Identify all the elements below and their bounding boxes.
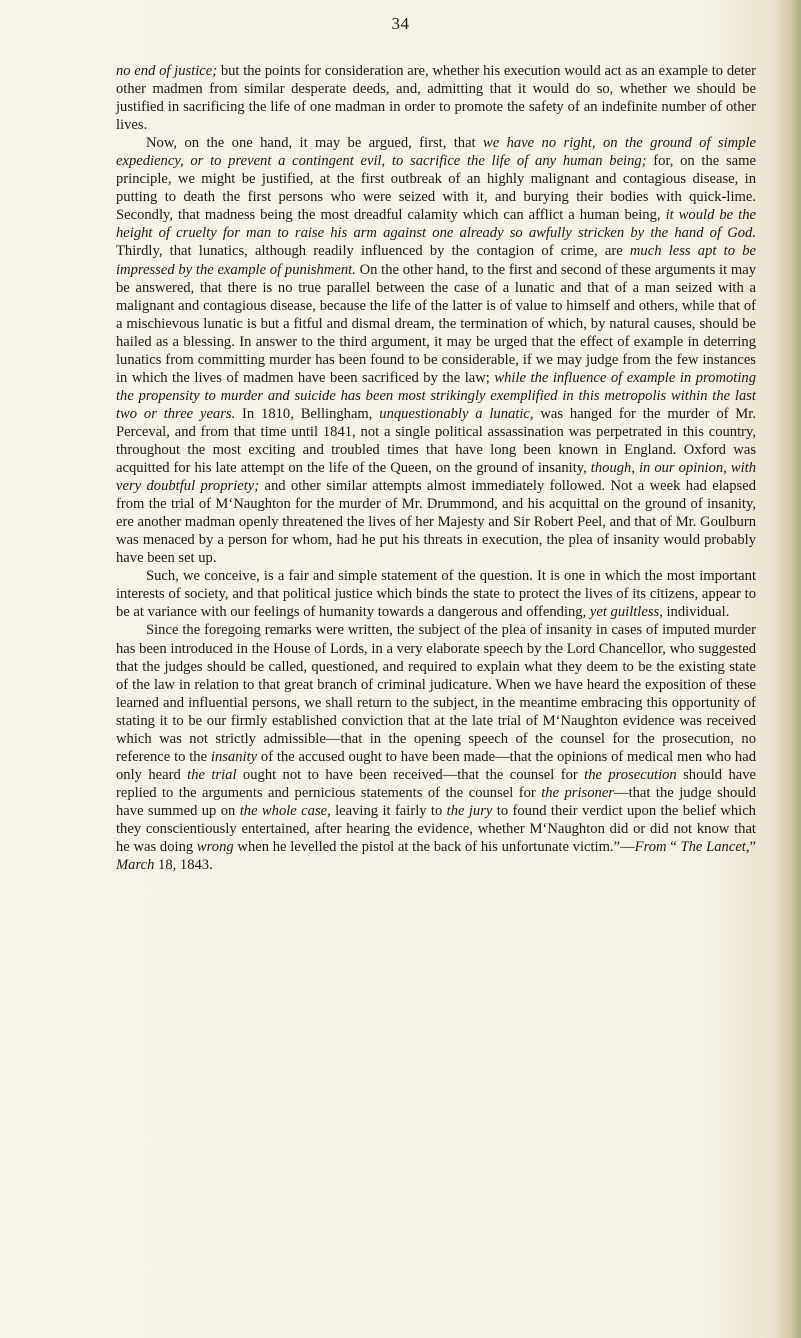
text-run: but the points for consideration are, whether his execution would act as an example to deter other madmen from similar desperate deeds, and, admitting that it would do so, whether we should be justified in sacrificing the life of one madman in order to promote the safety of an indefinite number of other lives. <box>116 63 756 134</box>
italic-run: The Lancet, <box>680 839 750 856</box>
italic-run: no end of justice; <box>116 63 218 79</box>
text-run: Since the foregoing remarks were written, the subject of the plea of insanity in cases of imputed murder has been introduced in the House of Lords, in a very elaborate speech by the Lord Chancellor, who suggested that the judges should be called, questioned, and required to explain what they deem to be the existing state of the law in relation to that great branch of criminal judicature. When we have heard the exposition of these learned and influential persons, we shall return to the subject, in the meantime embracing this opportunity of stating it to be our firmly established conviction that at the late trial of M‘Naughton evidence was received which was not strictly admissible—that in the opening speech of the counsel for the prosecution, no reference to the <box>116 622 756 765</box>
italic-run: unquestionably a lunatic, <box>379 405 534 422</box>
italic-run: it would be the height of cruelty for man to raise his arm against one already so awfully stricken by the hand of God. <box>116 207 756 242</box>
italic-run: we have no right, on the ground of simple expediency, or to prevent a contingent evil, to sacrifice the life of any human being; <box>116 135 756 170</box>
text-run: when he levelled the pistol at the back of his unfortunate victim.”— <box>233 839 635 856</box>
text-run: leaving it fairly to <box>330 802 447 819</box>
italic-run: the whole case, <box>239 802 331 819</box>
paragraph-2 <box>116 134 756 567</box>
italic-run: though, in our opinion, with very doubtful propriety; <box>116 460 756 495</box>
text-run: “ <box>666 839 681 856</box>
text-run: was hanged for the murder of Mr. Perceval, and from that time until 1841, not a single political assassination was perpetrated in this country, throughout the most exciting and troubled times that have long been known in England. Oxford was acquitted for his late attempt on the life of the Queen, on the ground of insanity, <box>116 405 756 477</box>
text-run: and other similar attempts almost immediately followed. Not a week had elapsed from the trial of M‘Naughton for the murder of Mr. Drummond, and his acquittal on the ground of insanity, ere another madman openly threatened the lives of her Majesty and Sir Robert Peel, and that of Mr. Goulburn was menaced by a person for whom, had he put his threats in execution, the plea of insanity would probably have been set up. <box>116 478 756 567</box>
italic-run: wrong <box>196 839 234 856</box>
text-run: —that the judge should have summed up on <box>116 784 756 819</box>
italic-run: the prosecution <box>584 766 677 783</box>
text-run: ” <box>749 839 756 856</box>
italic-run: while the influence of example in promoting the propensity to murder and suicide has been most strikingly exemplified in this metropolis within the last two or three years. <box>116 369 756 422</box>
italic-run: the trial <box>187 766 237 783</box>
paragraph-1 <box>116 62 756 134</box>
text-run: 18, 1843. <box>154 857 213 874</box>
text-run: ought not to have been received—that the counsel for <box>236 766 585 783</box>
text-run: Thirdly, that lunatics, although readily influenced by the contagion of crime, are <box>116 243 630 260</box>
page-edge-shading <box>777 0 801 1338</box>
text-run: should have replied to the arguments and pernicious statements of the counsel for <box>116 766 756 801</box>
italic-run: yet guiltless, <box>589 604 663 621</box>
text-run: for, on the same principle, we might be justified, at the first outbreak of an highly malignant and contagious disease, in putting to death the first persons who were seized with it, and burying their bodies with quick-lime. Secondly, that madness being the most dreadful calamity which can afflict a human being, <box>116 153 756 224</box>
text-run: of the accused ought to have been made—that the opinions of medical men who had only heard <box>116 748 757 783</box>
body-text <box>116 62 756 874</box>
text-run: to found their verdict upon the belief which they conscientiously entertained, after hearing the evidence, whether M‘Naughton did or did not know that he was doing <box>116 802 756 856</box>
text-run: individual. <box>662 604 730 621</box>
italic-run: From <box>634 839 667 856</box>
paragraph-4 <box>116 621 756 874</box>
paragraph-3 <box>116 567 756 621</box>
page-number: 34 <box>391 14 410 33</box>
text-run: Such, we conceive, is a fair and simple statement of the question. It is one in which the most important interests of society, and that political justice which binds the state to protect the lives of its citizens, appear to be at variance with our feelings of humanity towards a dangerous and offending, <box>116 568 756 621</box>
italic-run: insanity <box>210 748 258 765</box>
text-run: On the other hand, to the first and second of these arguments it may be answered, that there is no true parallel between the case of a lunatic and that of a man seized with a malignant and contagious disease, because the life of the latter is of value to himself and others, while that of a mischievous lunatic is but a fitful and dismal dream, the termination of which, by natural causes, should be hailed as a blessing. In answer to the third argument, it may be urged that the effect of example in deterring lunatics from committing murder has been found to be considerable, if we may judge from the few instances in which the lives of madmen have been sacrificed by the law; <box>116 261 756 386</box>
italic-run: the prisoner <box>541 784 614 801</box>
italic-run: much less apt to be impressed by the example of punishment. <box>116 243 756 278</box>
text-run: In 1810, Bellingham, <box>235 405 380 422</box>
text-run: Now, on the one hand, it may be argued, first, that <box>146 135 483 152</box>
italic-run: March <box>116 857 155 874</box>
italic-run: the jury <box>446 802 493 819</box>
